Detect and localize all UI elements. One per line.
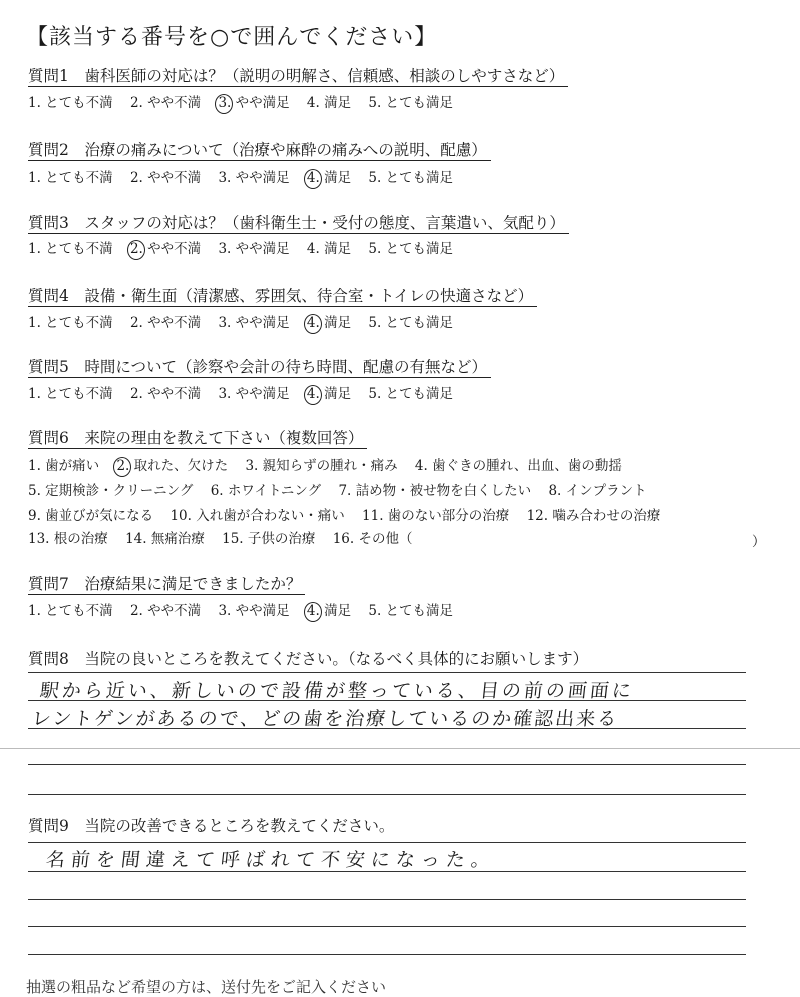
option[interactable]: 1. とても不満 <box>28 315 113 331</box>
option[interactable]: 11. 歯のない部分の治療 <box>362 508 510 524</box>
option[interactable]: 5. とても満足 <box>368 95 454 111</box>
answer-line <box>28 672 746 673</box>
option-group <box>28 169 466 187</box>
question-label: 質問9 当院の改善できるところを教えてください。 <box>28 817 395 835</box>
option[interactable]: 10. 入れ歯が合わない・痛い <box>170 508 345 524</box>
option[interactable]: 5. とても満足 <box>368 241 454 257</box>
option-row <box>28 482 660 500</box>
handwritten-answer[interactable]: 駅から近い、新しいので設備が整っている、目の前の画面に <box>38 680 636 702</box>
option[interactable]: 3. やや満足 <box>218 603 290 619</box>
answer-line <box>28 954 746 955</box>
option[interactable]: 3. 親知らずの腫れ・痛み <box>245 458 398 474</box>
option[interactable]: 2. やや不満 <box>129 603 202 619</box>
option[interactable]: 5. 定期検診・クリーニング <box>28 483 194 499</box>
page-title: 【該当する番号を○で囲んでください】 <box>26 25 438 50</box>
option-group <box>28 385 466 403</box>
option[interactable]: 5. とても満足 <box>368 170 454 186</box>
option[interactable]: 1. とても不満 <box>28 241 113 257</box>
handwritten-answer[interactable]: レントゲンがあるので、どの歯を治療しているのか確認出来る <box>30 708 620 730</box>
option[interactable]: 2. やや不満 <box>129 170 202 186</box>
option[interactable]: 1. とても不満 <box>28 170 113 186</box>
option-selected[interactable]: 2. やや不満 <box>129 241 202 257</box>
option-selected[interactable]: 4. 満足 <box>306 386 352 402</box>
option-selected[interactable]: 4. 満足 <box>306 603 352 619</box>
option[interactable]: 3. やや満足 <box>218 315 290 331</box>
option[interactable]: 15. 子供の治療 <box>222 531 316 547</box>
option[interactable]: 1. とても不満 <box>28 95 113 111</box>
divider <box>0 748 800 749</box>
question-label: 質問4 設備・衛生面（清潔感、雰囲気、待合室・トイレの快適さなど） <box>28 286 537 307</box>
option[interactable]: 3. やや満足 <box>218 170 290 186</box>
option[interactable]: 6. ホワイトニング <box>210 483 322 499</box>
question-label: 質問5 時間について（診察や会計の待ち時間、配慮の有無など） <box>28 357 491 378</box>
option[interactable]: 5. とても満足 <box>368 603 454 619</box>
answer-line <box>28 899 746 900</box>
option[interactable]: 1. とても不満 <box>28 386 113 402</box>
question-label: 質問6 来院の理由を教えて下さい（複数回答） <box>28 428 367 449</box>
option-selected[interactable]: 4. 満足 <box>306 170 352 186</box>
option-group <box>28 240 466 258</box>
option[interactable]: 3. やや満足 <box>218 241 290 257</box>
question-label: 質問1 歯科医師の対応は？（説明の明解さ、信頼感、相談のしやすさなど） <box>28 66 568 87</box>
option[interactable]: 5. とても満足 <box>368 315 454 331</box>
option-selected[interactable]: 4. 満足 <box>306 315 352 331</box>
option[interactable]: 2. やや不満 <box>129 95 202 111</box>
option[interactable]: 14. 無痛治療 <box>125 531 205 547</box>
option-selected[interactable]: 3. やや満足 <box>218 95 290 111</box>
answer-line <box>28 926 746 927</box>
option[interactable]: 3. やや満足 <box>218 386 290 402</box>
option[interactable]: 5. とても満足 <box>368 386 454 402</box>
option[interactable]: 1. 歯が痛い <box>28 458 100 474</box>
option[interactable]: 4. 歯ぐきの腫れ、出血、歯の動揺 <box>414 458 622 474</box>
option-row <box>28 530 425 548</box>
option-group <box>28 602 466 620</box>
option[interactable]: 2. やや不満 <box>129 315 202 331</box>
question-label: 質問2 治療の痛みについて（治療や麻酔の痛みへの説明、配慮） <box>28 140 491 161</box>
answer-line <box>28 842 746 843</box>
option-other[interactable]: 16. その他（ <box>332 531 413 547</box>
question-label: 質問7 治療結果に満足できましたか？ <box>28 574 305 595</box>
option-row <box>28 457 635 475</box>
answer-line <box>28 794 746 795</box>
option-group <box>28 314 466 332</box>
option[interactable]: 2. やや不満 <box>129 386 202 402</box>
option[interactable]: 1. とても不満 <box>28 603 113 619</box>
option[interactable]: 4. 満足 <box>306 241 352 257</box>
option[interactable]: 9. 歯並びが気になる <box>28 508 154 524</box>
option[interactable]: 7. 詰め物・被せ物を白くしたい <box>338 483 532 499</box>
option[interactable]: 13. 根の治療 <box>28 531 108 547</box>
answer-line <box>28 764 746 765</box>
option[interactable]: 8. インプラント <box>548 483 647 499</box>
question-label: 質問3 スタッフの対応は？（歯科衛生士・受付の態度、言葉遣い、気配り） <box>28 213 569 234</box>
handwritten-answer[interactable]: 名前を間違えて呼ばれて不安になった。 <box>44 849 498 871</box>
option-selected[interactable]: 2. 取れた、欠けた <box>116 458 229 474</box>
footer-note: 抽選の粗品など希望の方は、送付先をご記入ください <box>26 978 387 996</box>
option-row <box>28 507 673 525</box>
question-label: 質問8 当院の良いところを教えてください。（なるべく具体的にお願いします） <box>28 650 589 668</box>
option[interactable]: 4. 満足 <box>306 95 352 111</box>
close-paren: ） <box>752 534 766 550</box>
option[interactable]: 12. 噛み合わせの治療 <box>526 508 661 524</box>
option-group <box>28 94 466 112</box>
